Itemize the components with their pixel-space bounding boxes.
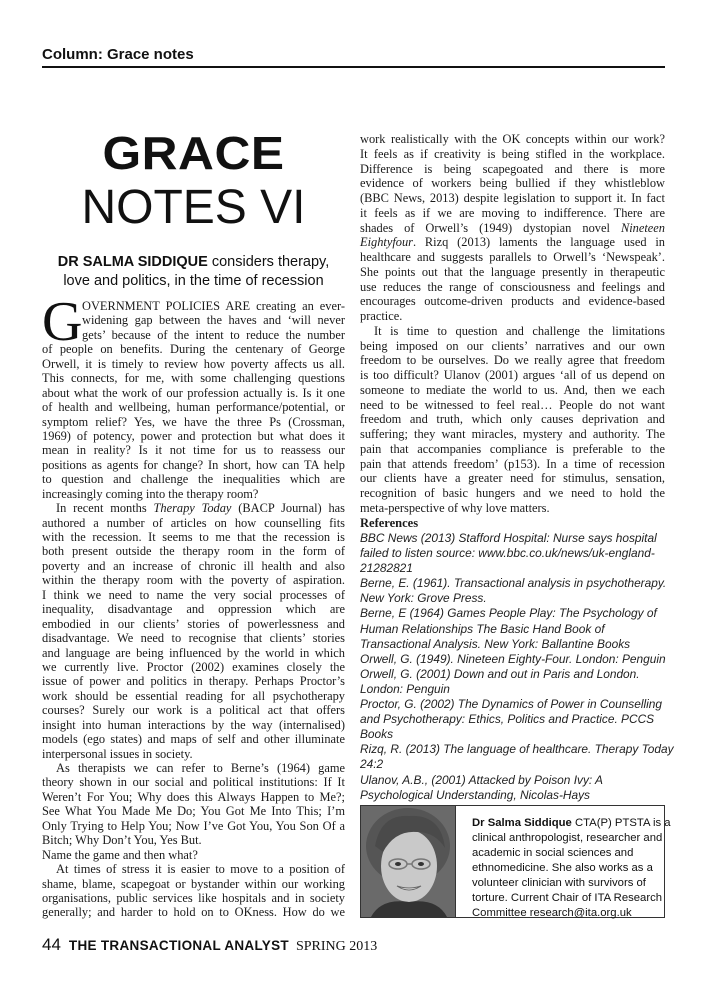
reference-line: Rizq, R. (2013) The language of healthcare. Therapy Today bbox=[360, 742, 674, 757]
text-line: increasingly coming into the therapy room? bbox=[42, 486, 259, 501]
reference-line: Proctor, G. (2002) The Dynamics of Power in Counselling bbox=[360, 697, 663, 712]
text-line: someone to mediate the world to us. And, then we each bbox=[360, 382, 665, 397]
bio-line: ethnomedicine. She also works as a bbox=[472, 862, 653, 874]
text-line: As therapists we can refer to Berne’s (1964) game bbox=[56, 761, 345, 775]
text-line: to question and challenge the inequalities which are bbox=[42, 472, 345, 487]
text-line: She points out that the language presently in therapeutic bbox=[360, 264, 665, 279]
text-line: embodied in our clients’ stories of powerlessness and bbox=[42, 616, 345, 631]
bio-name: Dr Salma Siddique bbox=[472, 817, 572, 829]
reference-line: Books bbox=[360, 727, 394, 742]
text-line: At times of stress it is easier to move to a position of bbox=[56, 862, 345, 877]
article-title-line2: NOTES VI bbox=[81, 181, 306, 234]
text-line: freedom to be ourselves. Do we really agree that freedom bbox=[360, 353, 665, 368]
text-line bbox=[360, 221, 665, 236]
text-span: (BACP Journal) has bbox=[231, 501, 345, 516]
text-line: meta-perspective of why love matters. bbox=[360, 500, 550, 515]
text-line: pain that accompanies compliance is preferable to the bbox=[360, 441, 665, 456]
text-line: work realistically with the OK concepts within our work? bbox=[360, 132, 665, 146]
text-line: authored a number of articles on how counselling fits bbox=[42, 515, 345, 530]
text-line: freedom and truth, which only causes deprivation and bbox=[360, 412, 665, 427]
italic-text: Eightyfour bbox=[360, 235, 413, 250]
reference-line: and Psychotherapy: Ethics, Politics and Practice. PCCS bbox=[360, 712, 655, 727]
text-line: recognition of basic hungers and we need to hold the bbox=[360, 486, 665, 500]
text-line: organisations, public services like hospitals and in society bbox=[42, 890, 345, 905]
reference-line: 24:2 bbox=[360, 757, 384, 772]
issue-label: SPRING 2013 bbox=[295, 939, 378, 954]
magazine-name: THE TRANSACTIONAL ANALYST bbox=[68, 938, 289, 953]
text-line: practice. bbox=[360, 309, 403, 323]
text-line: of people on benefits. During the centenary of George bbox=[42, 342, 345, 357]
page-number: 44 bbox=[42, 935, 61, 954]
text-line: pain that attends freedom’ (p153). In a time of recession bbox=[360, 456, 665, 471]
text-line: interpersonal issues in society. bbox=[42, 746, 193, 761]
text-line bbox=[360, 235, 665, 250]
author-bio-box bbox=[360, 805, 671, 919]
italic-text: Therapy Today bbox=[153, 501, 232, 516]
reference-line: Berne, E. (1961). Transactional analysis in psychotherapy. bbox=[360, 576, 667, 591]
author-bio bbox=[472, 816, 671, 921]
references-heading: References bbox=[360, 516, 419, 530]
text-line: positions as agents for change? In short, how can TA help bbox=[42, 457, 345, 472]
text-line: we currently live. Proctor (2002) examines closely the bbox=[42, 659, 345, 674]
text-line: symptom relief? Yes, we have the three Ps (Crossman, bbox=[42, 414, 345, 429]
italic-text: Nineteen bbox=[620, 220, 665, 235]
text-line: is too difficult? Ulanov (2001) argues ‘all of us depend on bbox=[360, 368, 665, 382]
reference-line: Psychological Understanding, Nicolas-Hays bbox=[360, 787, 590, 802]
reference-line: 21282821 bbox=[360, 561, 413, 576]
subtitle-text: love and politics, in the time of recession bbox=[63, 273, 324, 289]
reference-line: London: Penguin bbox=[360, 681, 450, 696]
references-list bbox=[360, 531, 674, 803]
text-line: Only Trying to Help You; Now I’ve Got You, You Son Of a bbox=[42, 818, 345, 833]
text-line: Name the game and then what? bbox=[42, 847, 198, 862]
text-line: Weren’t For You; Why does this Always Happen to Me?; bbox=[42, 789, 345, 804]
text-line: inequality, disadvantage and oppression which are bbox=[42, 602, 345, 617]
text-line: insight into human interactions by the way (internalised) bbox=[42, 717, 345, 732]
text-line: within the therapy room with the poverty of aspiration. bbox=[42, 573, 345, 588]
text-line: disadvantage. We need to recognise that clients’ stories bbox=[42, 631, 345, 646]
text-line: I think we need to name the very social processes of bbox=[42, 587, 345, 602]
bio-line: volunteer clinician with survivors of bbox=[472, 877, 646, 889]
text-line: See What You Made Me Do; You Got Me Into This; I’m bbox=[42, 804, 345, 819]
text-line: Bitch; Why Don’t You, Yes But. bbox=[42, 833, 202, 848]
text-line: widening gap between the haves and ‘will never bbox=[82, 313, 345, 328]
text-line: encourages outcome-driven products and evidence-based bbox=[360, 294, 665, 309]
bio-line: torture. Current Chair of ITA Research bbox=[472, 892, 663, 904]
header-rule bbox=[42, 66, 665, 68]
text-line: poverty and an increase of chronic ill health and also bbox=[42, 558, 345, 573]
text-line: 1969) of potency, power and protection but what does it bbox=[42, 428, 345, 443]
article-subtitle bbox=[42, 253, 345, 291]
bio-line: academic in social sciences and bbox=[472, 847, 634, 859]
page-footer bbox=[42, 935, 377, 955]
text-line bbox=[42, 501, 345, 515]
author-photo bbox=[361, 806, 456, 917]
reference-line: Orwell, G. (1949). Nineteen Eighty-Four. London: Penguin bbox=[360, 651, 666, 666]
reference-line: Berne, E (1964) Games People Play: The Psychology of bbox=[360, 606, 657, 621]
text-line: work should be essential reading for all psychotherapy bbox=[42, 688, 345, 703]
text-span: In recent months bbox=[56, 501, 154, 516]
text-line: Orwell, it is timely to review how poverty affects us all. bbox=[42, 356, 345, 371]
text-line: shame, blame, scapegoat or bystander within our working bbox=[42, 876, 345, 891]
text-line: use reduces the range of consciousness and feelings and bbox=[360, 279, 665, 294]
subtitle-text: considers therapy, bbox=[207, 254, 330, 270]
text-line: models (ego states) and maps of self and other illuminate bbox=[42, 732, 345, 747]
text-line: gets’ because of the intent to reduce the number bbox=[82, 327, 345, 342]
text-line: it feels as if we are moving to indifference. There are bbox=[360, 205, 665, 220]
text-line: This connects, for me, with some challenging questions bbox=[42, 371, 345, 386]
bio-text: CTA(P) PTSTA is a bbox=[571, 817, 671, 829]
text-line: and language are being influenced by the world in which bbox=[42, 645, 345, 660]
reference-line: Transactional Analysis. New York: Ballantine Books bbox=[360, 636, 631, 651]
text-line: (BBC News, 2013) despite legislation to support it. In fact bbox=[360, 191, 665, 205]
text-line: both present outside the therapy room in the form of bbox=[42, 544, 345, 559]
text-line: with the recession. It seems to me that the recession is bbox=[42, 530, 345, 544]
text-line: theory shown in our social and political institutions: If It bbox=[42, 775, 345, 790]
text-line: about what the work of our profession actually is. Is it one bbox=[42, 385, 345, 400]
text-line: of health and wellbeing, human performance/potential, or bbox=[42, 400, 345, 415]
reference-line: failed to listen source: www.bbc.co.uk/news/uk-england- bbox=[360, 546, 655, 561]
text-line: generally; and harder to hold on to OKness. How do we bbox=[42, 905, 345, 920]
bio-line: Committee research@ita.org.uk bbox=[472, 907, 632, 919]
text-span: shades of Orwell’s (1949) dystopian novel bbox=[360, 220, 621, 235]
text-line: OVERNMENT POLICIES ARE creating an ever- bbox=[82, 299, 345, 313]
text-span: . Rizq (2013) laments the language used in bbox=[413, 235, 665, 250]
text-line: healthcare and suggests parallels to Orwell’s ‘Newspeak’. bbox=[360, 250, 665, 264]
text-line: It feels as if creativity is being stifled in the workplace. bbox=[360, 146, 665, 161]
text-line: mean in reality? Is it not time for us to reassess our bbox=[42, 443, 345, 458]
text-line: our clients have a greater need for stimulus, sensation, bbox=[360, 471, 665, 486]
text-line: Difference is being scapegoated and there is more bbox=[360, 161, 665, 176]
article-title-line1: GRACE bbox=[102, 127, 285, 179]
reference-line: BBC News (2013) Stafford Hospital: Nurse says hospital bbox=[360, 531, 657, 545]
reference-line: Orwell, G. (2001) Down and out in Paris and London. bbox=[360, 666, 640, 681]
reference-line: New York: Grove Press. bbox=[360, 591, 487, 606]
column-label: Column: Grace notes bbox=[42, 46, 194, 63]
text-line: It is time to question and challenge the limitations bbox=[374, 323, 665, 338]
bio-line: clinical anthropologist, researcher and bbox=[472, 832, 663, 844]
text-line: being imposed on our clients’ narratives and our own bbox=[360, 338, 665, 353]
reference-line: Ulanov, A.B., (2001) Attacked by Poison Ivy: A bbox=[360, 772, 603, 787]
drop-cap: G bbox=[42, 291, 83, 353]
text-line: evidence of workers being bullied if they whistleblow bbox=[360, 176, 665, 191]
text-line: need to be witnessed to feel real… People do not want bbox=[360, 397, 665, 412]
text-line: suffering; they want miracles, mystery and authority. The bbox=[360, 427, 665, 441]
right-column-body bbox=[360, 132, 665, 516]
text-line: courses? Surely our work is a political act that offers bbox=[42, 703, 345, 718]
reference-line: Human Relationships The Basic Hand Book of bbox=[360, 621, 605, 636]
text-line: issue of power and politics in therapy. Perhaps Proctor’s bbox=[42, 674, 345, 689]
left-column-body bbox=[42, 291, 345, 920]
author-name: DR SALMA SIDDIQUE bbox=[57, 254, 208, 270]
